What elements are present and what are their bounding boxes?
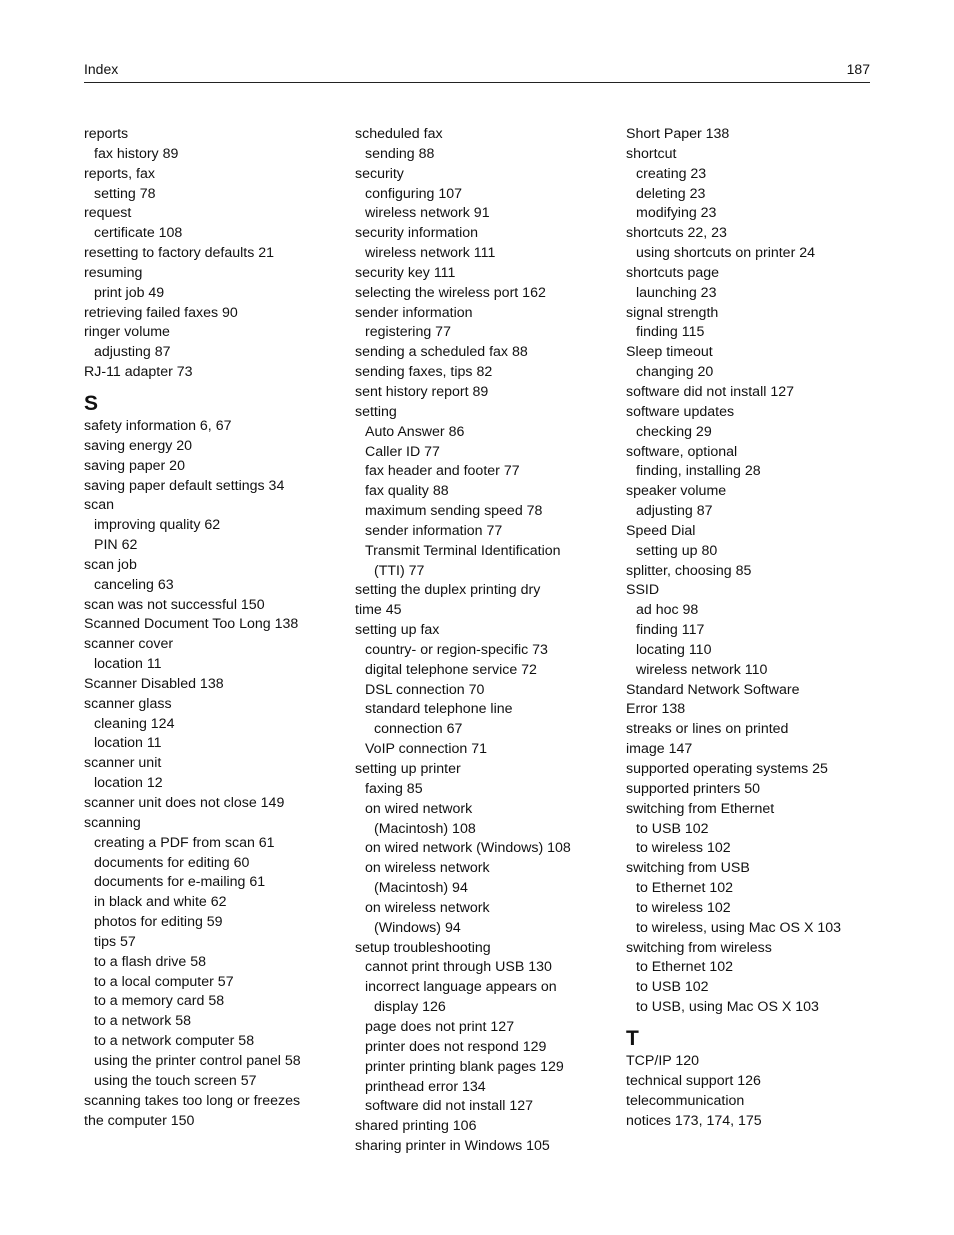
index-subentry: fax history 89 (94, 145, 179, 162)
index-subentry: canceling 63 (94, 576, 174, 593)
index-subentry: location 12 (94, 775, 163, 792)
index-subentry: to USB, using Mac OS X 103 (636, 999, 819, 1016)
index-subentry: to a network 58 (94, 1013, 192, 1030)
index-subentry: finding 117 (636, 622, 705, 639)
index-entry: Short Paper 138 (626, 126, 730, 142)
index-entry: speaker volume (626, 483, 727, 500)
index-subentry: (Windows) 94 (374, 919, 461, 936)
index-entry: Error 138 (626, 701, 686, 718)
index-entry: resetting to factory defaults 21 (84, 245, 275, 262)
index-subentry: wireless network 111 (365, 245, 496, 262)
index-entry: sending a scheduled fax 88 (355, 344, 528, 361)
index-subentry: to Ethernet 102 (636, 959, 734, 976)
index-subentry: country- or region-specific 73 (365, 641, 548, 658)
index-entry: streaks or lines on printed (626, 721, 789, 738)
index-entry: telecommunication (626, 1092, 745, 1109)
index-entry: Scanned Document Too Long 138 (84, 616, 299, 633)
index-subentry: Caller ID 77 (365, 443, 440, 460)
index-subentry: faxing 85 (365, 780, 423, 797)
index-entry: software did not install 127 (626, 383, 794, 400)
index-entry: scan (84, 497, 114, 514)
index-subentry: Auto Answer 86 (365, 423, 465, 440)
index-subentry: to a memory card 58 (94, 993, 225, 1010)
index-entry: supported operating systems 25 (626, 761, 828, 777)
index-subentry: printer printing blank pages 129 (365, 1058, 564, 1075)
index-entry: Scanner Disabled 138 (84, 675, 224, 692)
index-entry: sent history report 89 (355, 383, 489, 400)
index-subentry: sending 88 (365, 145, 435, 162)
index-subentry: finding, installing 28 (636, 463, 761, 480)
index-subentry: ad hoc 98 (636, 602, 699, 619)
index-subentry: cleaning 124 (94, 715, 175, 732)
index-subentry: wireless network 91 (365, 205, 490, 222)
index-subentry: to wireless 102 (636, 899, 731, 916)
index-subentry: deleting 23 (636, 185, 706, 202)
index-subentry: on wired network (Windows) 108 (365, 840, 571, 857)
index-subentry: tips 57 (94, 933, 136, 950)
index-entry: scanner unit (84, 755, 162, 772)
index-subentry: registering 77 (365, 324, 451, 341)
index-entry: scanner cover (84, 636, 174, 653)
index-entry: scanning takes too long or freezes (84, 1092, 301, 1109)
index-subentry: using the printer control panel 58 (94, 1052, 301, 1069)
index-subentry: setting up 80 (636, 542, 718, 559)
index-entry: software, optional (626, 443, 738, 460)
index-entry: setting the duplex printing dry (355, 582, 541, 599)
index-subentry: on wired network (365, 800, 473, 817)
index-subentry: using shortcuts on printer 24 (636, 245, 816, 262)
index-subentry: incorrect language appears on (365, 979, 557, 996)
index-subentry: to wireless, using Mac OS X 103 (636, 919, 842, 936)
index-entry: SSID (626, 582, 660, 599)
index-entry: sharing printer in Windows 105 (355, 1138, 550, 1155)
index-entry: notices 173, 174, 175 (626, 1112, 762, 1129)
index-letter-heading: T (626, 1026, 639, 1050)
index-entry: setup troubleshooting (355, 939, 491, 956)
index-entry: Standard Network Software (626, 681, 800, 698)
index-subentry: (Macintosh) 108 (374, 820, 476, 837)
index-subentry: documents for e-mailing 61 (94, 874, 266, 891)
index-entry: selecting the wireless port 162 (355, 284, 546, 301)
index-subentry: print job 49 (94, 284, 165, 301)
index-subentry: to a local computer 57 (94, 973, 234, 990)
index-subentry: fax quality 88 (365, 483, 449, 500)
index-subentry: setting 78 (94, 185, 156, 202)
index-subentry: page does not print 127 (365, 1018, 515, 1035)
index-entry: ringer volume (84, 324, 170, 341)
index-entry: scanning (84, 814, 141, 831)
index-subentry: launching 23 (636, 284, 717, 301)
index-subentry: software did not install 127 (365, 1098, 533, 1115)
index-entry: sending faxes, tips 82 (355, 364, 493, 381)
index-subentry: printer does not respond 129 (365, 1038, 547, 1055)
index-subentry: PIN 62 (94, 537, 138, 554)
index-entry: shared printing 106 (355, 1118, 477, 1135)
index-letter-heading: S (84, 391, 99, 415)
index-entry: setting up printer (355, 761, 461, 777)
index-entry: technical support 126 (626, 1072, 761, 1089)
index-subentry: finding 115 (636, 324, 705, 341)
index-subentry: checking 29 (636, 423, 712, 440)
index-subentry: photos for editing 59 (94, 914, 223, 931)
index-entry: setting (355, 403, 397, 420)
index-subentry: using the touch screen 57 (94, 1072, 257, 1089)
index-entry: switching from Ethernet (626, 800, 775, 817)
index-entry: shortcuts page (626, 264, 720, 281)
index-entry: image 147 (626, 741, 693, 758)
index-subentry: display 126 (374, 999, 446, 1016)
index-entry: the computer 150 (84, 1112, 195, 1129)
index-subentry: location 11 (94, 735, 162, 752)
index-subentry: to USB 102 (636, 820, 709, 837)
index-column-1 (84, 125, 301, 1131)
index-subentry: VoIP connection 71 (365, 741, 488, 758)
index-subentry: adjusting 87 (636, 503, 713, 520)
index-subentry: improving quality 62 (94, 517, 221, 534)
index-subentry: fax header and footer 77 (365, 463, 520, 480)
index-entry: safety information 6, 67 (84, 417, 232, 434)
page-number: 187 (846, 61, 870, 77)
index-subentry: creating a PDF from scan 61 (94, 834, 275, 851)
index-subentry: (TTI) 77 (374, 562, 425, 579)
index-subentry: wireless network 110 (636, 661, 768, 678)
index-subentry: changing 20 (636, 364, 714, 381)
index-entry: Sleep timeout (626, 344, 713, 361)
index-entry: security key 111 (355, 264, 456, 281)
index-entry: reports, fax (84, 165, 155, 182)
index-subentry: in black and white 62 (94, 894, 227, 911)
index-subentry: Transmit Terminal Identification (365, 542, 561, 559)
index-entry: security (355, 165, 404, 182)
index-subentry: to a flash drive 58 (94, 953, 206, 970)
index-entry: reports (84, 126, 129, 142)
index-entry: sender information (355, 304, 473, 321)
section-title: Index (84, 61, 119, 77)
index-entry: RJ-11 adapter 73 (84, 364, 193, 381)
page-header (84, 60, 870, 83)
index-entry: scanner glass (84, 695, 172, 712)
index-subentry: digital telephone service 72 (365, 661, 537, 678)
index-entry: setting up fax (355, 622, 440, 639)
index-entry: switching from wireless (626, 939, 772, 956)
index-subentry: maximum sending speed 78 (365, 503, 543, 520)
index-entry: signal strength (626, 304, 719, 321)
index-subentry: documents for editing 60 (94, 854, 250, 871)
index-subentry: printhead error 134 (365, 1078, 486, 1095)
index-column-3 (626, 125, 841, 1131)
index-entry: security information (355, 225, 479, 242)
index-subentry: certificate 108 (94, 225, 183, 242)
index-entry: saving paper default settings 34 (84, 477, 285, 494)
index-entry: scheduled fax (355, 126, 443, 142)
index-entry: request (84, 205, 132, 222)
index-subentry: to a network computer 58 (94, 1033, 255, 1050)
index-entry: scanner unit does not close 149 (84, 795, 285, 811)
index-subentry: on wireless network (365, 860, 490, 877)
index-subentry: locating 110 (636, 641, 712, 658)
index-subentry: creating 23 (636, 165, 707, 182)
index-subentry: on wireless network (365, 899, 490, 916)
index-entry: time 45 (355, 602, 402, 619)
index-entry: saving energy 20 (84, 437, 193, 454)
index-entry: retrieving failed faxes 90 (84, 304, 238, 321)
index-entry: TCP/IP 120 (626, 1052, 700, 1069)
index-entry: switching from USB (626, 860, 750, 877)
index-subentry: to USB 102 (636, 979, 709, 996)
index-entry: scan was not successful 150 (84, 596, 265, 613)
index-subentry: modifying 23 (636, 205, 717, 222)
index-subentry: connection 67 (374, 721, 463, 738)
index-subentry: to wireless 102 (636, 840, 731, 857)
index-subentry: DSL connection 70 (365, 681, 485, 698)
index-subentry: (Macintosh) 94 (374, 880, 468, 897)
index-entry: software updates (626, 403, 735, 420)
index-entry: supported printers 50 (626, 780, 761, 797)
index-subentry: sender information 77 (365, 522, 503, 539)
index-column-2 (355, 125, 571, 1157)
index-subentry: standard telephone line (365, 701, 513, 718)
index-entry: Speed Dial (626, 522, 696, 539)
index-entry: saving paper 20 (84, 457, 185, 474)
index-subentry: adjusting 87 (94, 344, 171, 361)
index-subentry: configuring 107 (365, 185, 463, 202)
index-subentry: to Ethernet 102 (636, 880, 734, 897)
index-subentry: location 11 (94, 656, 162, 673)
index-subentry: cannot print through USB 130 (365, 959, 552, 976)
index-entry: scan job (84, 556, 137, 573)
index-entry: splitter, choosing 85 (626, 562, 752, 579)
index-entry: resuming (84, 264, 143, 281)
index-entry: shortcuts 22, 23 (626, 225, 727, 242)
index-entry: shortcut (626, 145, 677, 162)
